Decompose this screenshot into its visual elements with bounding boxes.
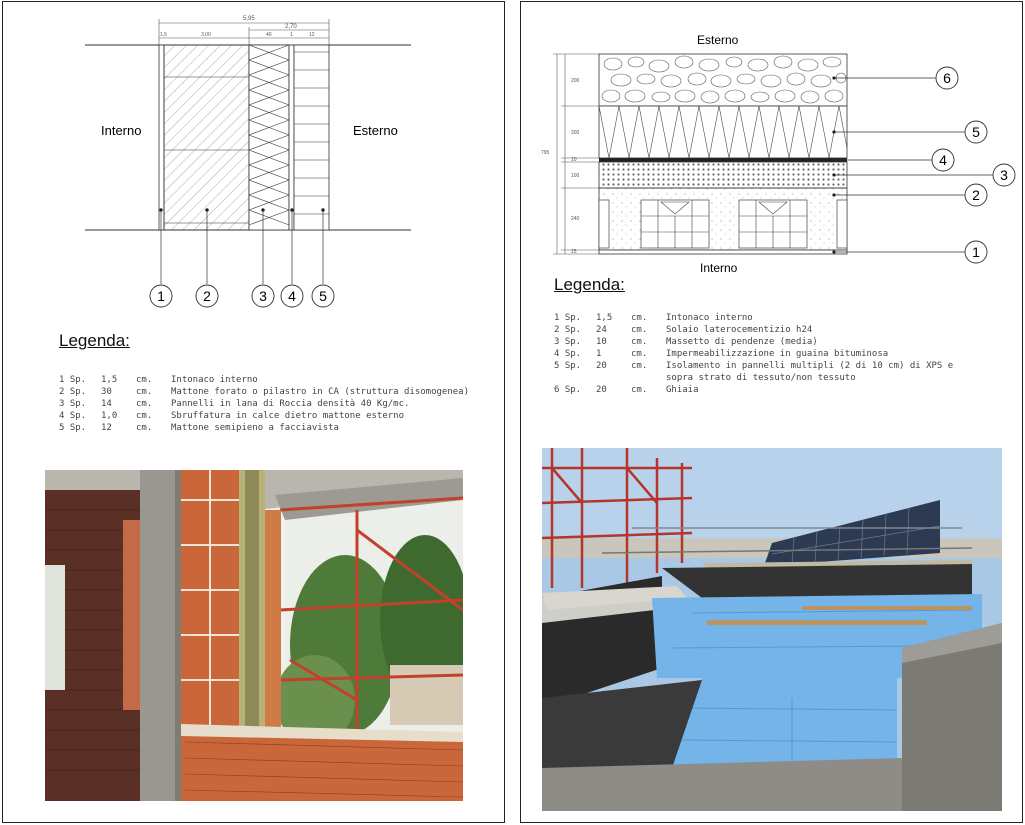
legend-item-u: cm. bbox=[631, 313, 648, 323]
label-interno: Interno bbox=[101, 123, 142, 138]
legend-item-n: 6 Sp. bbox=[554, 385, 582, 395]
legend-item bbox=[59, 398, 469, 410]
roof-layer-xps bbox=[599, 106, 847, 158]
dim-small-5: 12 bbox=[309, 32, 315, 38]
roof-dim-5: 240 bbox=[571, 216, 580, 222]
legend-item-n: 5 Sp. bbox=[59, 423, 87, 433]
legend-item-u: cm. bbox=[631, 325, 648, 335]
legend-item-t: 24 bbox=[596, 325, 607, 335]
legend-item bbox=[554, 324, 953, 336]
legend-item-n: 4 Sp. bbox=[554, 349, 582, 359]
legend-item bbox=[554, 384, 953, 396]
legend-item-d: Mattone semipieno a facciavista bbox=[171, 423, 339, 433]
legend-item-u: cm. bbox=[631, 337, 648, 347]
roof-legend-title: Legenda: bbox=[554, 275, 625, 294]
roof-dim-1: 200 bbox=[571, 78, 580, 84]
roof-callout-2: 2 bbox=[972, 187, 980, 203]
roof-label-interno: Interno bbox=[700, 261, 738, 275]
legend-item bbox=[59, 410, 469, 422]
legend-item bbox=[554, 348, 953, 360]
legend-item-n: 2 Sp. bbox=[554, 325, 582, 335]
label-esterno: Esterno bbox=[353, 123, 398, 138]
legend-item-d: Mattone forato o pilastro in CA (struttura disomogenea) bbox=[171, 387, 470, 397]
wall-section-diagram bbox=[3, 2, 504, 332]
legend-item-t: 14 bbox=[101, 399, 112, 409]
roof-dim-3: 100 bbox=[571, 173, 580, 179]
callout-1: 1 bbox=[157, 288, 165, 304]
legend-item-u: cm. bbox=[631, 385, 648, 395]
roof-callout-1: 1 bbox=[972, 244, 980, 260]
layer-plaster bbox=[159, 45, 164, 230]
legend-item-d: Massetto di pendenze (media) bbox=[666, 337, 818, 347]
legend-item bbox=[554, 312, 953, 324]
roof-dim-2: 200 bbox=[571, 130, 580, 136]
legend-item-n: 3 Sp. bbox=[59, 399, 87, 409]
roof-dim-4: 10 bbox=[571, 157, 577, 163]
legend-item-u: cm. bbox=[136, 411, 153, 421]
legend-item-d: Isolamento in pannelli multipli (2 di 10 cm) di XPS e bbox=[666, 361, 954, 371]
legend-item-u: cm. bbox=[136, 375, 153, 385]
dim-small-2: 3,00 bbox=[201, 32, 211, 38]
legend-item-d: Intonaco interno bbox=[171, 375, 258, 385]
legend-item-d: Impermeabilizzazione in guaina bituminosa bbox=[666, 349, 889, 359]
legend-item-u: cm. bbox=[631, 349, 648, 359]
roof-callout-3: 3 bbox=[1000, 167, 1008, 183]
legend-item bbox=[554, 336, 953, 348]
legend-item-d: sopra strato di tessuto/non tessuto bbox=[666, 373, 856, 383]
legend-item-t: 1,5 bbox=[596, 313, 613, 323]
roof-callout-4: 4 bbox=[939, 152, 947, 168]
callout-2: 2 bbox=[203, 288, 211, 304]
legend-item-n: 5 Sp. bbox=[554, 361, 582, 371]
roof-dim-total: 795 bbox=[541, 150, 550, 156]
layer-render bbox=[289, 45, 294, 230]
dim-total: 5,95 bbox=[243, 16, 255, 22]
roof-layer-gravel bbox=[599, 54, 847, 106]
legend-item bbox=[554, 360, 953, 372]
legend-item-n: 1 Sp. bbox=[59, 375, 87, 385]
roof-layer-screed bbox=[599, 162, 847, 188]
legend-item-d: Solaio laterocementizio h24 bbox=[666, 325, 813, 335]
legend-item-t: 10 bbox=[596, 337, 607, 347]
legend-item-u: cm. bbox=[136, 387, 153, 397]
legend-item-t: 12 bbox=[101, 423, 112, 433]
wall-legend-title: Legenda: bbox=[59, 331, 130, 350]
roof-label-esterno: Esterno bbox=[697, 33, 739, 47]
wall-construction-photo bbox=[45, 470, 463, 801]
roof-layer-membrane bbox=[599, 158, 847, 162]
callout-5: 5 bbox=[319, 288, 327, 304]
roof-construction-photo bbox=[542, 448, 1002, 811]
dim-sub: 2,70 bbox=[285, 24, 297, 30]
wall-section-panel bbox=[2, 1, 505, 823]
layer-structure bbox=[164, 45, 249, 230]
legend-item-d: Sbruffatura in calce dietro mattone esterno bbox=[171, 411, 404, 421]
legend-item-n: 2 Sp. bbox=[59, 387, 87, 397]
roof-callout-5: 5 bbox=[972, 124, 980, 140]
dim-small-1: 1,5 bbox=[160, 32, 167, 38]
legend-item bbox=[59, 422, 469, 434]
roof-section-panel bbox=[520, 1, 1023, 823]
roof-section-diagram bbox=[521, 2, 1022, 282]
legend-item-n: 4 Sp. bbox=[59, 411, 87, 421]
roof-layer-plaster bbox=[599, 250, 847, 254]
legend-item-t: 20 bbox=[596, 361, 607, 371]
legend-item-t: 1,0 bbox=[101, 411, 118, 421]
dim-small-4: 1 bbox=[290, 32, 293, 38]
legend-item bbox=[59, 374, 469, 386]
legend-item bbox=[59, 386, 469, 398]
legend-item-d: Intonaco interno bbox=[666, 313, 753, 323]
legend-item-u: cm. bbox=[136, 423, 153, 433]
callout-4: 4 bbox=[288, 288, 296, 304]
layer-face-brick bbox=[294, 45, 329, 230]
roof-legend bbox=[554, 312, 953, 396]
roof-callout-6: 6 bbox=[943, 70, 951, 86]
legend-item-u: cm. bbox=[631, 361, 648, 371]
legend-item-u: cm. bbox=[136, 399, 153, 409]
dim-small-3: 40 bbox=[266, 32, 272, 38]
legend-item-t: 30 bbox=[101, 387, 112, 397]
legend-item bbox=[554, 372, 953, 384]
wall-legend bbox=[59, 374, 469, 434]
roof-dim-6: 15 bbox=[571, 249, 577, 255]
legend-item-t: 1,5 bbox=[101, 375, 118, 385]
legend-item-d: Ghiaia bbox=[666, 385, 699, 395]
callout-3: 3 bbox=[259, 288, 267, 304]
legend-item-d: Pannelli in lana di Roccia densità 40 Kg/mc. bbox=[171, 399, 410, 409]
roof-layer-slab bbox=[599, 188, 847, 250]
legend-item-n: 3 Sp. bbox=[554, 337, 582, 347]
legend-item-t: 1 bbox=[596, 349, 602, 359]
legend-item-t: 20 bbox=[596, 385, 607, 395]
legend-item-n: 1 Sp. bbox=[554, 313, 582, 323]
